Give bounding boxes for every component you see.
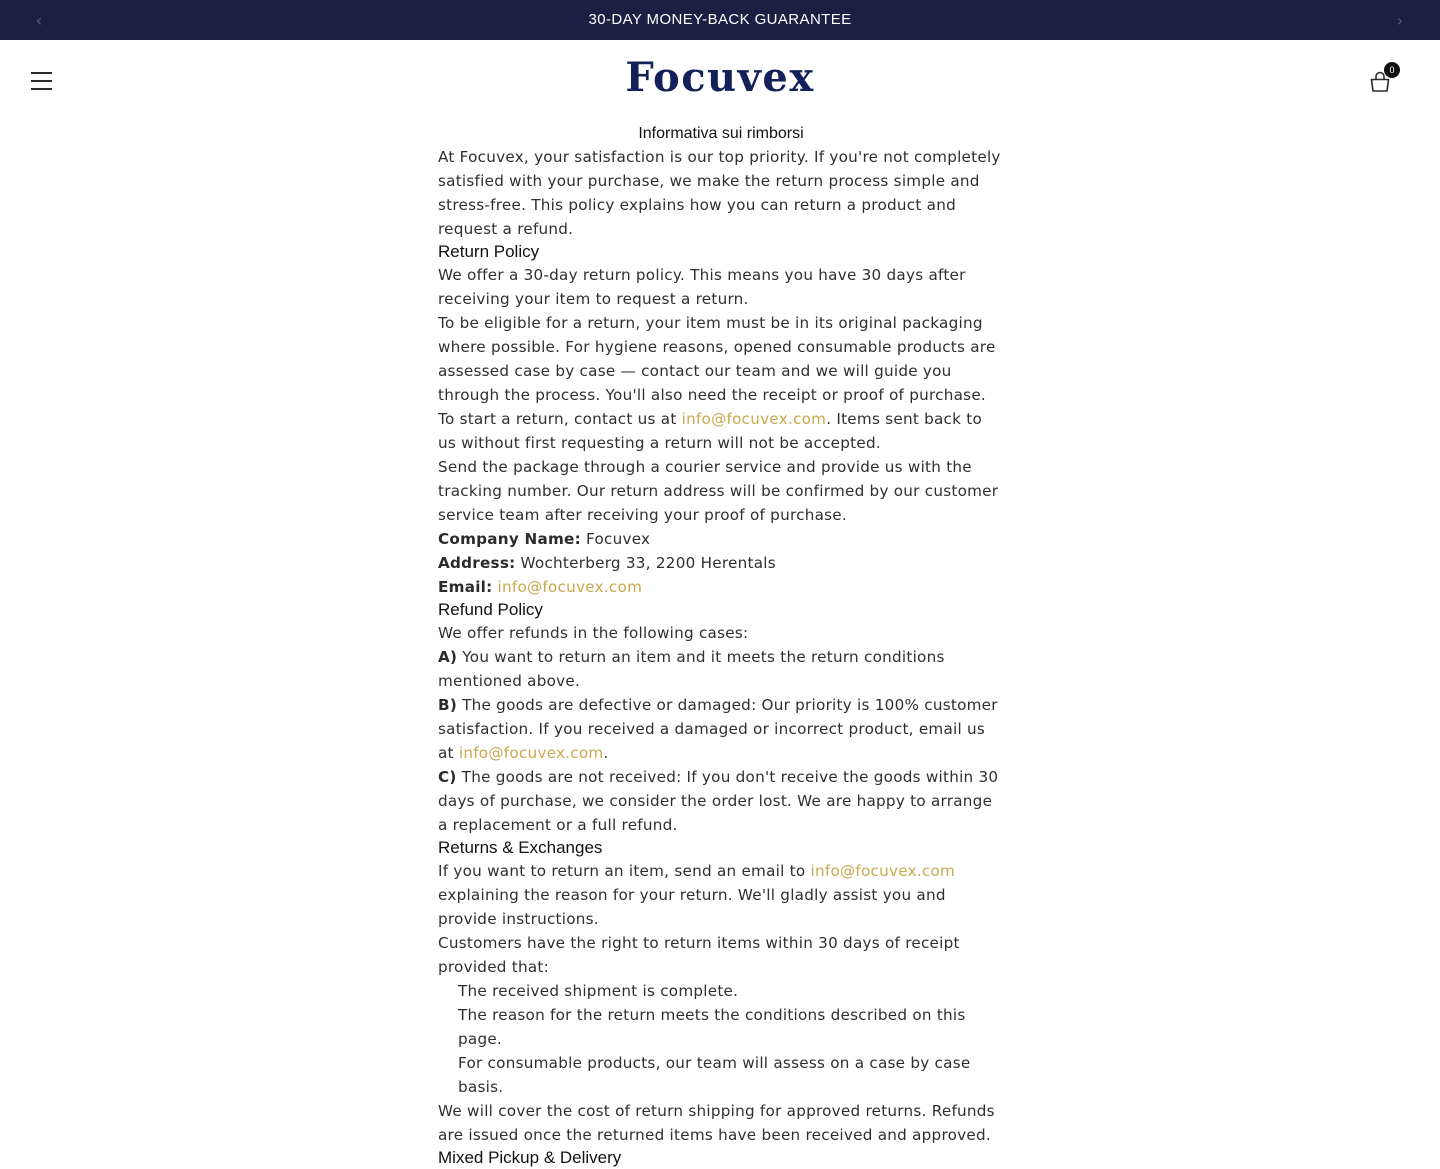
page-title: Informativa sui rimborsi xyxy=(638,125,804,142)
email-link[interactable]: info@focuvex.com xyxy=(458,744,604,762)
returns-p1: If you want to return an item, send an email to info@focuvex.com explaining the reason for your return. We'll gladly assist you and provide instructions. xyxy=(438,862,956,928)
email-link[interactable]: info@focuvex.com xyxy=(681,410,827,428)
returns-exchanges-heading: Returns & Exchanges xyxy=(438,838,603,857)
chevron-right-icon[interactable]: › xyxy=(1396,10,1404,30)
refund-intro: We offer refunds in the following cases: xyxy=(438,624,749,642)
returns-p2: Customers have the right to return items within 30 days of receipt provided that: xyxy=(438,934,960,976)
refund-case-a: A) You want to return an item and it meets the return conditions mentioned above. xyxy=(438,648,945,690)
refund-case-b: B) The goods are defective or damaged: Our priority is 100% customer satisfaction. If you received a damaged or incorrect product, email us at info@focuvex.com. xyxy=(438,696,998,762)
return-policy-p4: Send the package through a courier service and provide us with the tracking number. Our return address will be confirmed by our customer service team after receiving your proof of purchase. xyxy=(438,458,999,524)
refund-case-c: C) The goods are not received: If you don't receive the goods within 30 days of purchase, we consider the order lost. We are happy to arrange a replacement or a full refund. xyxy=(438,768,999,834)
list-item: The received shipment is complete. xyxy=(458,982,739,1000)
site-header xyxy=(0,40,1440,124)
next-section-heading: Mixed Pickup & Delivery xyxy=(438,1148,622,1167)
email-link[interactable]: info@focuvex.com xyxy=(810,862,956,880)
site-logo[interactable]: Focuvex xyxy=(625,54,815,101)
returns-p3: We will cover the cost of return shipping for approved returns. Refunds are issued once the returned items have been received and approved. xyxy=(438,1102,995,1144)
list-item: For consumable products, our team will assess on a case by case basis. xyxy=(458,1054,971,1096)
list-item: The reason for the return meets the conditions described on this page. xyxy=(458,1006,966,1048)
policy-content xyxy=(438,123,1004,1167)
refund-policy-heading: Refund Policy xyxy=(438,600,543,619)
announcement-bar xyxy=(0,0,1440,40)
company-name-line: Company Name: Focuvex xyxy=(438,530,651,548)
cart-count-badge: 0 xyxy=(1384,62,1400,78)
email-link[interactable]: info@focuvex.com xyxy=(497,578,643,596)
email-line: Email: info@focuvex.com xyxy=(438,578,643,596)
address-line: Address: Wochterberg 33, 2200 Herentals xyxy=(438,554,776,572)
return-policy-heading: Return Policy xyxy=(438,242,540,261)
announcement-text: 30-DAY MONEY-BACK GUARANTEE xyxy=(588,11,852,28)
chevron-left-icon[interactable]: ‹ xyxy=(35,10,43,30)
return-policy-p3: To start a return, contact us at info@focuvex.com. Items sent back to us without first requesting a return will not be accepted. xyxy=(438,410,983,452)
return-policy-p2: To be eligible for a return, your item must be in its original packaging where possible. For hygiene reasons, opened consumable products are assessed case by case — contact our team and we will guide you through the process. You'll also need the receipt or proof of purchase. xyxy=(438,314,996,404)
intro-paragraph: At Focuvex, your satisfaction is our top priority. If you're not completely satisfied with your purchase, we make the return process simple and stress-free. This policy explains how you can return a product and request a refund. xyxy=(438,148,1001,238)
return-policy-p1: We offer a 30-day return policy. This means you have 30 days after receiving your item to request a return. xyxy=(438,266,966,308)
